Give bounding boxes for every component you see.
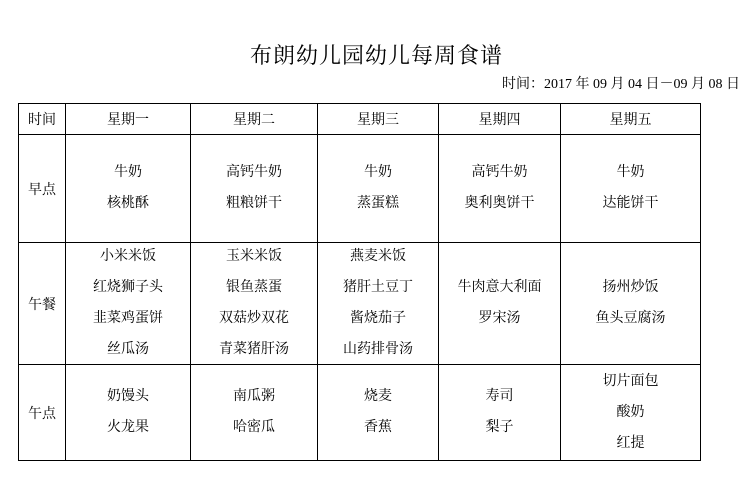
menu-item: 梨子	[485, 420, 514, 435]
menu-item: 火龙果	[107, 420, 149, 435]
row-label-breakfast: 早点	[19, 135, 66, 243]
menu-item: 奥利奥饼干	[464, 196, 535, 211]
row-label-afternoon-snack: 午点	[19, 365, 66, 461]
menu-item: 牛肉意大利面	[457, 280, 542, 295]
menu-item-list	[561, 374, 700, 452]
header-row	[19, 104, 701, 135]
menu-cell-breakfast-monday	[66, 135, 191, 243]
menu-item-list	[66, 249, 190, 358]
menu-item: 小米米饭	[100, 249, 156, 264]
menu-item: 酸奶	[616, 404, 645, 420]
menu-item: 牛奶	[616, 165, 645, 180]
menu-item-list	[561, 280, 700, 327]
menu-item: 青菜猪肝汤	[219, 342, 289, 357]
menu-cell-breakfast-wednesday	[318, 135, 439, 243]
menu-cell-lunch-tuesday	[191, 243, 318, 365]
menu-item-list	[318, 165, 438, 212]
menu-item: 猪肝土豆丁	[343, 280, 413, 295]
menu-item: 玉米米饭	[226, 249, 282, 264]
menu-item: 南瓜粥	[233, 389, 275, 404]
menu-item-list	[191, 389, 317, 436]
menu-cell-snack-wednesday	[318, 365, 439, 461]
header-cell-tuesday: 星期二	[191, 104, 318, 135]
menu-item-list	[439, 280, 560, 327]
menu-item: 牛奶	[364, 165, 392, 180]
menu-item: 哈密瓜	[233, 420, 275, 435]
breakfast-row	[19, 135, 701, 243]
menu-item: 烧麦	[364, 389, 392, 404]
menu-item: 红烧狮子头	[93, 280, 163, 295]
row-label-lunch: 午餐	[19, 243, 66, 365]
menu-item: 香蕉	[364, 420, 392, 435]
menu-item: 燕麦米饭	[350, 249, 406, 264]
menu-item: 核桃酥	[107, 196, 149, 211]
menu-cell-snack-friday	[561, 365, 701, 461]
menu-item-list	[439, 389, 560, 436]
menu-item-list	[318, 389, 438, 436]
menu-item: 韭菜鸡蛋饼	[93, 311, 163, 326]
menu-cell-breakfast-tuesday	[191, 135, 318, 243]
menu-cell-lunch-friday	[561, 243, 701, 365]
menu-cell-lunch-monday	[66, 243, 191, 365]
menu-item-list	[439, 165, 560, 212]
menu-item-list	[191, 249, 317, 358]
menu-cell-snack-monday	[66, 365, 191, 461]
menu-item: 酱烧茄子	[350, 311, 406, 326]
menu-item: 丝瓜汤	[107, 342, 149, 357]
weekly-menu-table	[18, 103, 701, 461]
menu-item-list	[66, 389, 190, 436]
menu-item: 双菇炒双花	[219, 311, 289, 326]
menu-item-list	[191, 165, 317, 212]
menu-item: 牛奶	[114, 165, 142, 180]
menu-item: 银鱼蒸蛋	[226, 280, 282, 295]
menu-item-list	[561, 165, 700, 212]
menu-item: 红提	[616, 435, 645, 451]
menu-item: 粗粮饼干	[226, 196, 282, 211]
header-cell-friday: 星期五	[561, 104, 701, 135]
menu-item: 达能饼干	[602, 196, 659, 211]
menu-cell-lunch-wednesday	[318, 243, 439, 365]
menu-item: 奶馒头	[107, 389, 149, 404]
menu-item-list	[318, 249, 438, 358]
menu-item: 蒸蛋糕	[357, 196, 399, 211]
menu-item: 寿司	[485, 389, 514, 404]
menu-item-list	[66, 165, 190, 212]
date-label: 时间：2017 年 09 月 04 日－09 月 08 日	[502, 77, 740, 92]
menu-item: 山药排骨汤	[343, 342, 413, 357]
header-cell-time: 时间	[19, 104, 66, 135]
menu-item: 切片面包	[602, 373, 659, 389]
menu-item: 高钙牛奶	[471, 165, 528, 180]
header-cell-thursday: 星期四	[439, 104, 561, 135]
menu-cell-breakfast-friday	[561, 135, 701, 243]
menu-item: 高钙牛奶	[226, 165, 282, 180]
menu-cell-snack-tuesday	[191, 365, 318, 461]
afternoon-snack-row	[19, 365, 701, 461]
page-title: 布朗幼儿园幼儿每周食谱	[249, 43, 503, 68]
menu-item: 扬州炒饭	[602, 280, 659, 295]
menu-cell-snack-thursday	[439, 365, 561, 461]
header-cell-monday: 星期一	[66, 104, 191, 135]
menu-cell-breakfast-thursday	[439, 135, 561, 243]
header-cell-wednesday: 星期三	[318, 104, 439, 135]
lunch-row	[19, 243, 701, 365]
menu-cell-lunch-thursday	[439, 243, 561, 365]
menu-item: 罗宋汤	[478, 311, 521, 326]
menu-item: 鱼头豆腐汤	[595, 311, 666, 326]
